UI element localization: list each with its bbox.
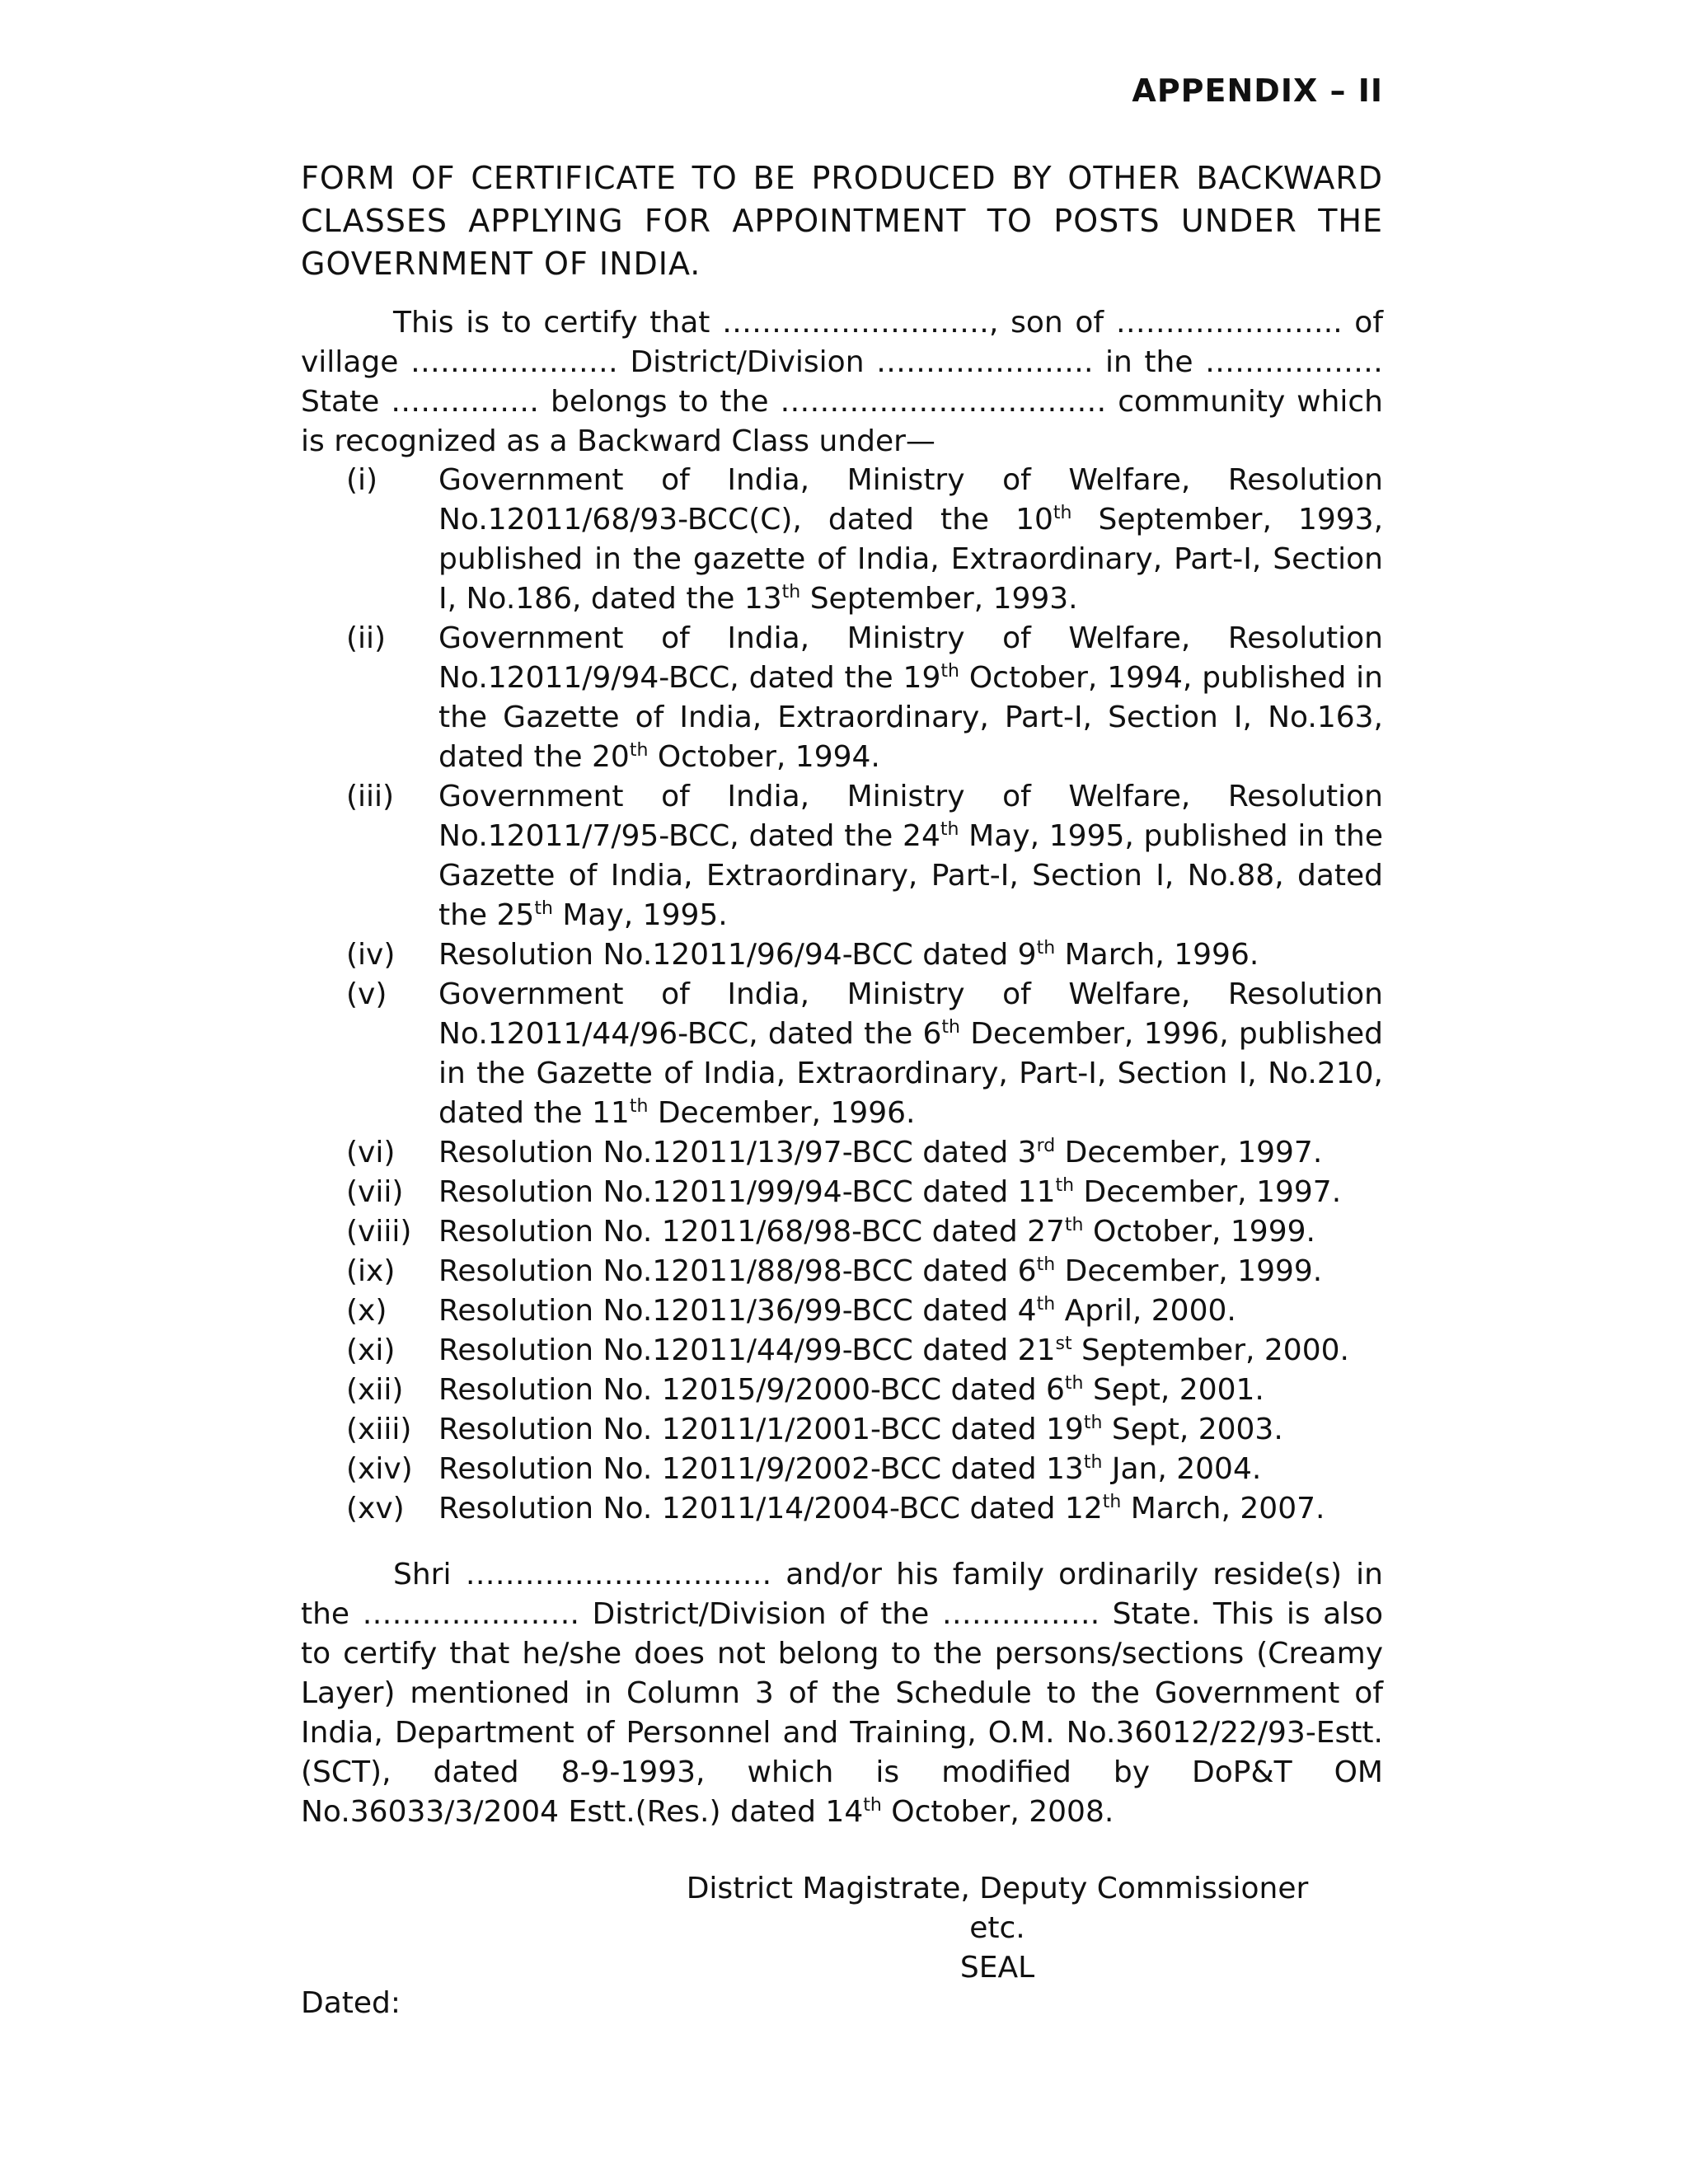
resolution-item	[346, 1410, 1383, 1450]
ordinal-suffix: rd	[1036, 1136, 1056, 1156]
ordinal-suffix: th	[940, 661, 959, 682]
resolution-text-part: December, 1997.	[1074, 1175, 1342, 1209]
resolution-text-part: Resolution No. 12015/9/2000-BCC dated 6	[438, 1373, 1065, 1407]
resolution-item	[346, 461, 1383, 619]
resolution-text-part: Government of India, Ministry of Welfare, Resolution No.12011/9/94-BCC, dated the 19	[438, 621, 1383, 695]
ordinal-suffix: th	[941, 1017, 960, 1038]
resolution-text-part: September, 2000.	[1071, 1333, 1349, 1367]
ordinal-suffix: th	[534, 898, 553, 919]
resolution-number: (ix)	[346, 1254, 396, 1288]
resolution-list	[346, 461, 1383, 1529]
resolution-item	[346, 1173, 1383, 1212]
certificate-page	[301, 0, 1383, 2184]
ordinal-suffix: th	[940, 819, 959, 840]
resolution-text-part: December, 1999.	[1055, 1254, 1323, 1288]
appendix-label: APPENDIX – II	[1132, 73, 1383, 109]
resolution-text-part: Resolution No.12011/99/94-BCC dated 11	[438, 1175, 1056, 1209]
residence-text-end: October, 2008.	[881, 1795, 1114, 1829]
resolution-text-part: Government of India, Ministry of Welfare, Resolution No.12011/7/95-BCC, dated the 24	[438, 780, 1383, 853]
resolution-text-part: Government of India, Ministry of Welfare, Resolution No.12011/44/96-BCC, dated the 6	[438, 977, 1383, 1051]
ordinal-suffix: st	[1055, 1333, 1072, 1354]
resolution-item	[346, 1252, 1383, 1291]
resolution-text	[438, 1450, 1383, 1489]
ordinal-suffix: th	[1055, 1175, 1075, 1196]
resolution-text-part: September, 1993.	[800, 582, 1078, 616]
resolution-text-part: September, 1993, published in the gazette of India, Extraordinary, Part-I, Section I, No.186, dated the 13	[438, 503, 1384, 616]
resolution-text-part: Sept, 2003.	[1102, 1413, 1283, 1446]
resolution-number: (i)	[346, 463, 378, 497]
resolution-number: (xii)	[346, 1373, 404, 1407]
resolution-text-part: October, 1999.	[1083, 1215, 1315, 1249]
ordinal-suffix: th	[1083, 1413, 1103, 1433]
resolution-text	[438, 461, 1383, 619]
resolution-number: (xiv)	[346, 1452, 413, 1486]
resolution-text	[438, 1331, 1383, 1371]
ordinal-suffix: th	[1064, 1373, 1084, 1394]
residence-paragraph	[301, 1555, 1383, 1832]
ordinal-suffix: th	[629, 740, 649, 761]
resolution-text-part: Sept, 2001.	[1083, 1373, 1264, 1407]
ordinal-suffix: th	[863, 1795, 882, 1816]
signatory-block	[676, 1869, 1319, 1988]
ordinal-suffix: th	[1053, 503, 1072, 523]
resolution-text	[438, 1133, 1383, 1173]
resolution-text-part: October, 1994.	[648, 740, 880, 774]
resolution-text-part: March, 1996.	[1055, 938, 1259, 972]
residence-text: Shri …………………………. and/or his family ordinarily reside(s) in the …………………. District/Division of the ……………. State. This is also to certify that he/she does not belong to the persons/sections (Creamy Layer) mentioned in Column 3 of the Schedule to the Government of India, Department of Personnel and Training, O.M. No.36012/22/93-Estt.(SCT), dated 8-9-1993, which is modified by DoP&T OM No.36033/3/2004 Estt.(Res.) dated 14	[301, 1558, 1383, 1829]
resolution-item	[346, 935, 1383, 975]
ordinal-suffix: th	[629, 1096, 649, 1117]
intro-paragraph	[301, 303, 1383, 462]
signatory-title: District Magistrate, Deputy Commissioner etc.	[686, 1872, 1309, 1945]
ordinal-suffix: th	[1036, 1254, 1056, 1275]
resolution-text-part: May, 1995, published in the Gazette of India, Extraordinary, Part-I, Section I, No.88, dated the 25	[438, 819, 1384, 932]
resolution-item	[346, 1212, 1383, 1252]
resolution-text	[438, 619, 1383, 777]
resolution-item	[346, 619, 1383, 777]
ordinal-suffix: th	[1064, 1215, 1084, 1235]
resolution-item	[346, 975, 1383, 1133]
resolution-text	[438, 1410, 1383, 1450]
intro-text: This is to certify that ………………………, son of ………………….. of village ………………… District/Division …………………. in the ………………State …………… belongs to the …………………………… community which is recognized as a Backward Class under—	[301, 306, 1383, 458]
resolution-text-part: Resolution No.12011/96/94-BCC dated 9	[438, 938, 1037, 972]
resolution-text	[438, 777, 1383, 935]
resolution-text-part: Resolution No.12011/88/98-BCC dated 6	[438, 1254, 1037, 1288]
resolution-text	[438, 1489, 1383, 1529]
resolution-text	[438, 975, 1383, 1133]
ordinal-suffix: th	[1102, 1492, 1122, 1512]
resolution-item	[346, 1489, 1383, 1529]
resolution-text-part: Resolution No. 12011/1/2001-BCC dated 19	[438, 1413, 1084, 1446]
resolution-item	[346, 1133, 1383, 1173]
resolution-number: (x)	[346, 1294, 387, 1328]
resolution-text	[438, 1173, 1383, 1212]
resolution-text-part: Resolution No.12011/44/99-BCC dated 21	[438, 1333, 1056, 1367]
resolution-number: (ii)	[346, 621, 387, 655]
resolution-number: (xi)	[346, 1333, 396, 1367]
resolution-text	[438, 935, 1383, 975]
resolution-text-part: December, 1996, published in the Gazette of India, Extraordinary, Part-I, Section I, No.210, dated the 11	[438, 1017, 1383, 1130]
resolution-text-part: Government of India, Ministry of Welfare, Resolution No.12011/68/93-BCC(C), dated the 10	[438, 463, 1383, 537]
resolution-text	[438, 1371, 1383, 1410]
resolution-number: (v)	[346, 977, 387, 1011]
resolution-text-part: Resolution No. 12011/68/98-BCC dated 27	[438, 1215, 1065, 1249]
resolution-item	[346, 1371, 1383, 1410]
resolution-text-part: December, 1996.	[648, 1096, 916, 1130]
resolution-text	[438, 1252, 1383, 1291]
resolution-number: (viii)	[346, 1215, 412, 1249]
resolution-text	[438, 1212, 1383, 1252]
resolution-number: (iii)	[346, 780, 395, 813]
resolution-text-part: April, 2000.	[1055, 1294, 1236, 1328]
ordinal-suffix: th	[1036, 1294, 1056, 1315]
resolution-text-part: December, 1997.	[1055, 1136, 1323, 1169]
resolution-text	[438, 1291, 1383, 1331]
resolution-text-part: October, 1994, published in the Gazette of India, Extraordinary, Part-I, Section I, No.163, dated the 20	[438, 661, 1384, 774]
form-heading: FORM OF CERTIFICATE TO BE PRODUCED BY OTHER BACKWARD CLASSES APPLYING FOR APPOINTMENT TO POSTS UNDER THE GOVERNMENT OF INDIA.	[301, 160, 1383, 282]
resolution-item	[346, 1331, 1383, 1371]
resolution-text-part: Jan, 2004.	[1102, 1452, 1262, 1486]
resolution-text-part: Resolution No.12011/36/99-BCC dated 4	[438, 1294, 1037, 1328]
resolution-item	[346, 1450, 1383, 1489]
resolution-number: (vii)	[346, 1175, 404, 1209]
resolution-number: (xiii)	[346, 1413, 412, 1446]
ordinal-suffix: th	[1036, 938, 1056, 958]
ordinal-suffix: th	[781, 582, 801, 602]
resolution-number: (vi)	[346, 1136, 396, 1169]
seal-label: SEAL	[959, 1951, 1035, 1985]
resolution-number: (xv)	[346, 1492, 405, 1526]
resolution-text-part: March, 2007.	[1121, 1492, 1325, 1526]
ordinal-suffix: th	[1083, 1452, 1103, 1473]
resolution-item	[346, 1291, 1383, 1331]
resolution-text-part: May, 1995.	[552, 898, 728, 932]
dated-label: Dated:	[301, 1986, 401, 2020]
resolution-number: (iv)	[346, 938, 396, 972]
resolution-item	[346, 777, 1383, 935]
resolution-text-part: Resolution No.12011/13/97-BCC dated 3	[438, 1136, 1037, 1169]
resolution-text-part: Resolution No. 12011/9/2002-BCC dated 13	[438, 1452, 1084, 1486]
resolution-text-part: Resolution No. 12011/14/2004-BCC dated 12	[438, 1492, 1103, 1526]
